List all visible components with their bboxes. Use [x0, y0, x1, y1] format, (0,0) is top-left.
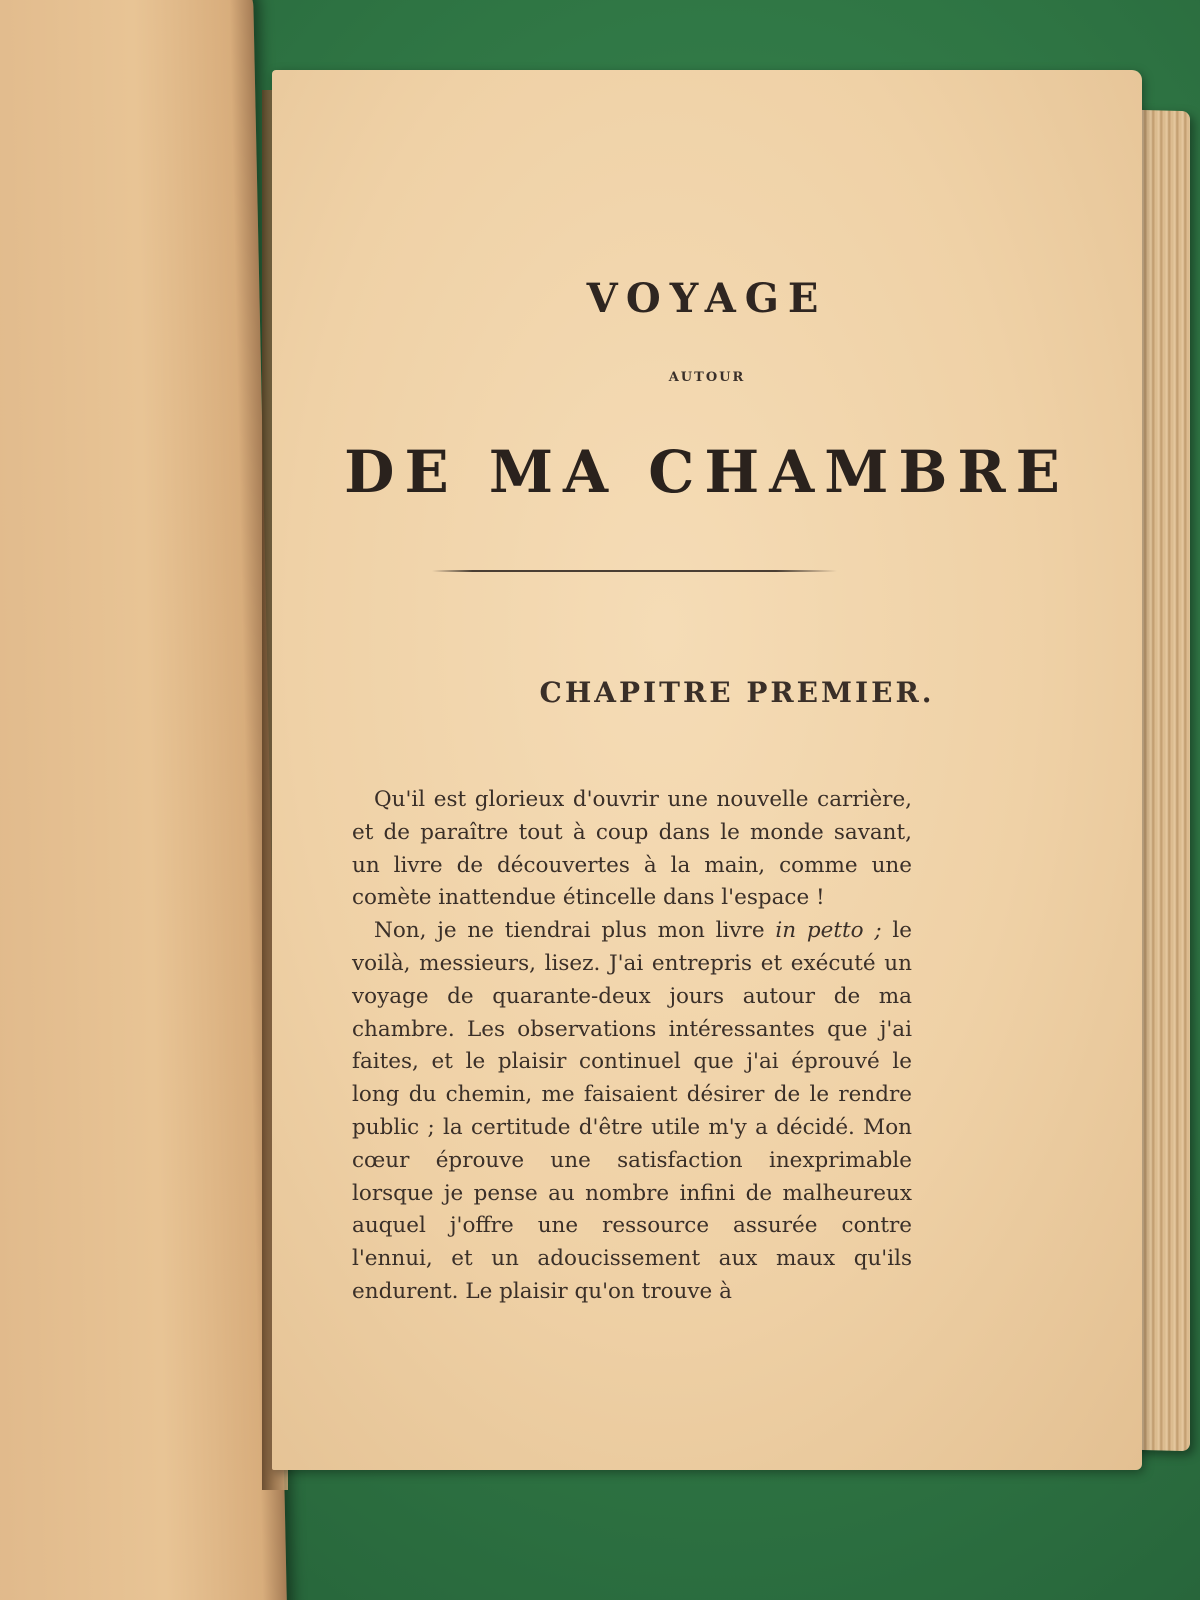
title-voyage: VOYAGE — [586, 275, 828, 322]
paragraph-2-start: Non, je ne tiendrai plus mon livre — [374, 918, 776, 944]
paragraph-2-italic: in petto ; — [775, 918, 882, 944]
right-page — [272, 70, 1142, 1470]
chapter-heading: CHAPITRE PREMIER. — [539, 676, 935, 709]
paragraph-1: Qu'il est glorieux d'ouvrir une nouvelle carrière, et de paraître tout à coup dans le monde savant, un livre de découvertes à la main, comme une comète inattendue étincelle dans l'espace ! — [352, 787, 912, 911]
body-text — [352, 784, 912, 1309]
title-autour: AUTOUR — [668, 370, 746, 385]
title-rule-divider — [432, 570, 837, 572]
left-page — [0, 0, 287, 1600]
paragraph-2-end: le voilà, messieurs, lisez. J'ai entrepris et exécuté un voyage de quarante-deux jours autour de ma chambre. Les observations intéressantes que j'ai faites, et le plaisir continuel que j'ai éprouvé le long du chemin, me faisaient désirer de le rendre public ; la certitude d'être utile m'y a décidé. Mon cœur éprouve une satisfaction inexprimable lorsque je pense au nombre infini de malheureux auquel j'offre une ressource assurée contre l'ennui, et un adoucissement aux maux qu'ils endurent. Le plaisir qu'on trouve à — [352, 918, 912, 1304]
paragraph-2 — [352, 915, 912, 1309]
title-de-ma-chambre: DE MA CHAMBRE — [344, 438, 1070, 506]
